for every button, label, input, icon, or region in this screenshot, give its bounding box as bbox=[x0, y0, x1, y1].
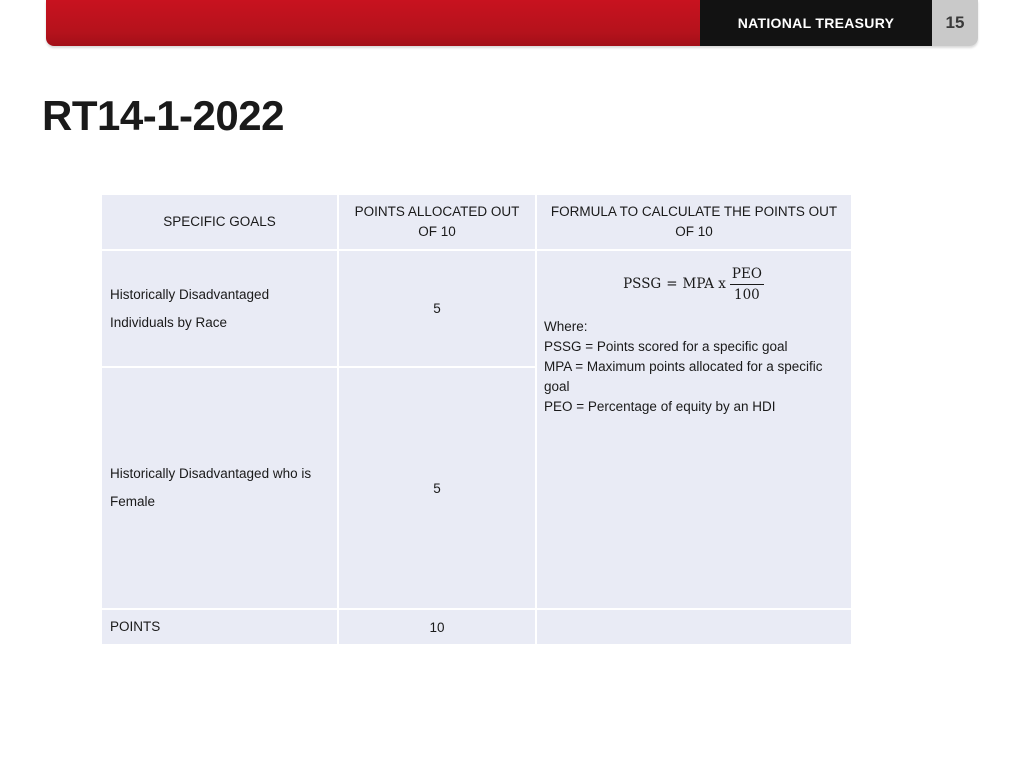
header-brand-stripe bbox=[46, 0, 700, 46]
goal-text: Historically Disadvantaged who is Female bbox=[110, 466, 312, 509]
total-points: 10 bbox=[338, 609, 536, 645]
formula-equation bbox=[544, 259, 843, 309]
definition-peo: PEO = Percentage of equity by an HDI bbox=[544, 399, 776, 414]
goal-cell bbox=[101, 250, 338, 367]
points-cell: 5 bbox=[338, 367, 536, 609]
page-title: RT14-1-2022 bbox=[42, 92, 284, 139]
formula-numerator: PEO bbox=[730, 266, 764, 285]
formula-denominator: 100 bbox=[733, 286, 760, 303]
header-formula: FORMULA TO CALCULATE THE POINTS OUT OF 10 bbox=[536, 194, 852, 250]
where-label: Where: bbox=[544, 319, 588, 334]
table-header-row bbox=[101, 194, 852, 250]
header-specific-goals: SPECIFIC GOALS bbox=[101, 194, 338, 250]
formula-cell bbox=[536, 250, 852, 609]
total-formula-cell bbox=[536, 609, 852, 645]
points-cell: 5 bbox=[338, 250, 536, 367]
goal-text: Historically Disadvantaged Individuals by Race bbox=[110, 286, 270, 330]
formula-fraction bbox=[730, 266, 764, 303]
table-row bbox=[101, 250, 852, 367]
total-label: POINTS bbox=[101, 609, 338, 645]
formula-equals: = bbox=[666, 276, 678, 292]
header-bar bbox=[46, 0, 978, 46]
page-number: 15 bbox=[932, 0, 978, 46]
total-row bbox=[101, 609, 852, 645]
goal-cell bbox=[101, 367, 338, 609]
definition-mpa: MPA = Maximum points allocated for a specific goal bbox=[544, 359, 823, 394]
definition-pssg: PSSG = Points scored for a specific goal bbox=[544, 339, 788, 354]
formula-rhs: MPA x bbox=[682, 276, 726, 292]
formula-lhs: PSSG bbox=[623, 276, 662, 292]
organization-name: NATIONAL TREASURY bbox=[700, 0, 932, 46]
specific-goals-table bbox=[100, 193, 853, 646]
header-points-allocated: POINTS ALLOCATED OUT OF 10 bbox=[338, 194, 536, 250]
